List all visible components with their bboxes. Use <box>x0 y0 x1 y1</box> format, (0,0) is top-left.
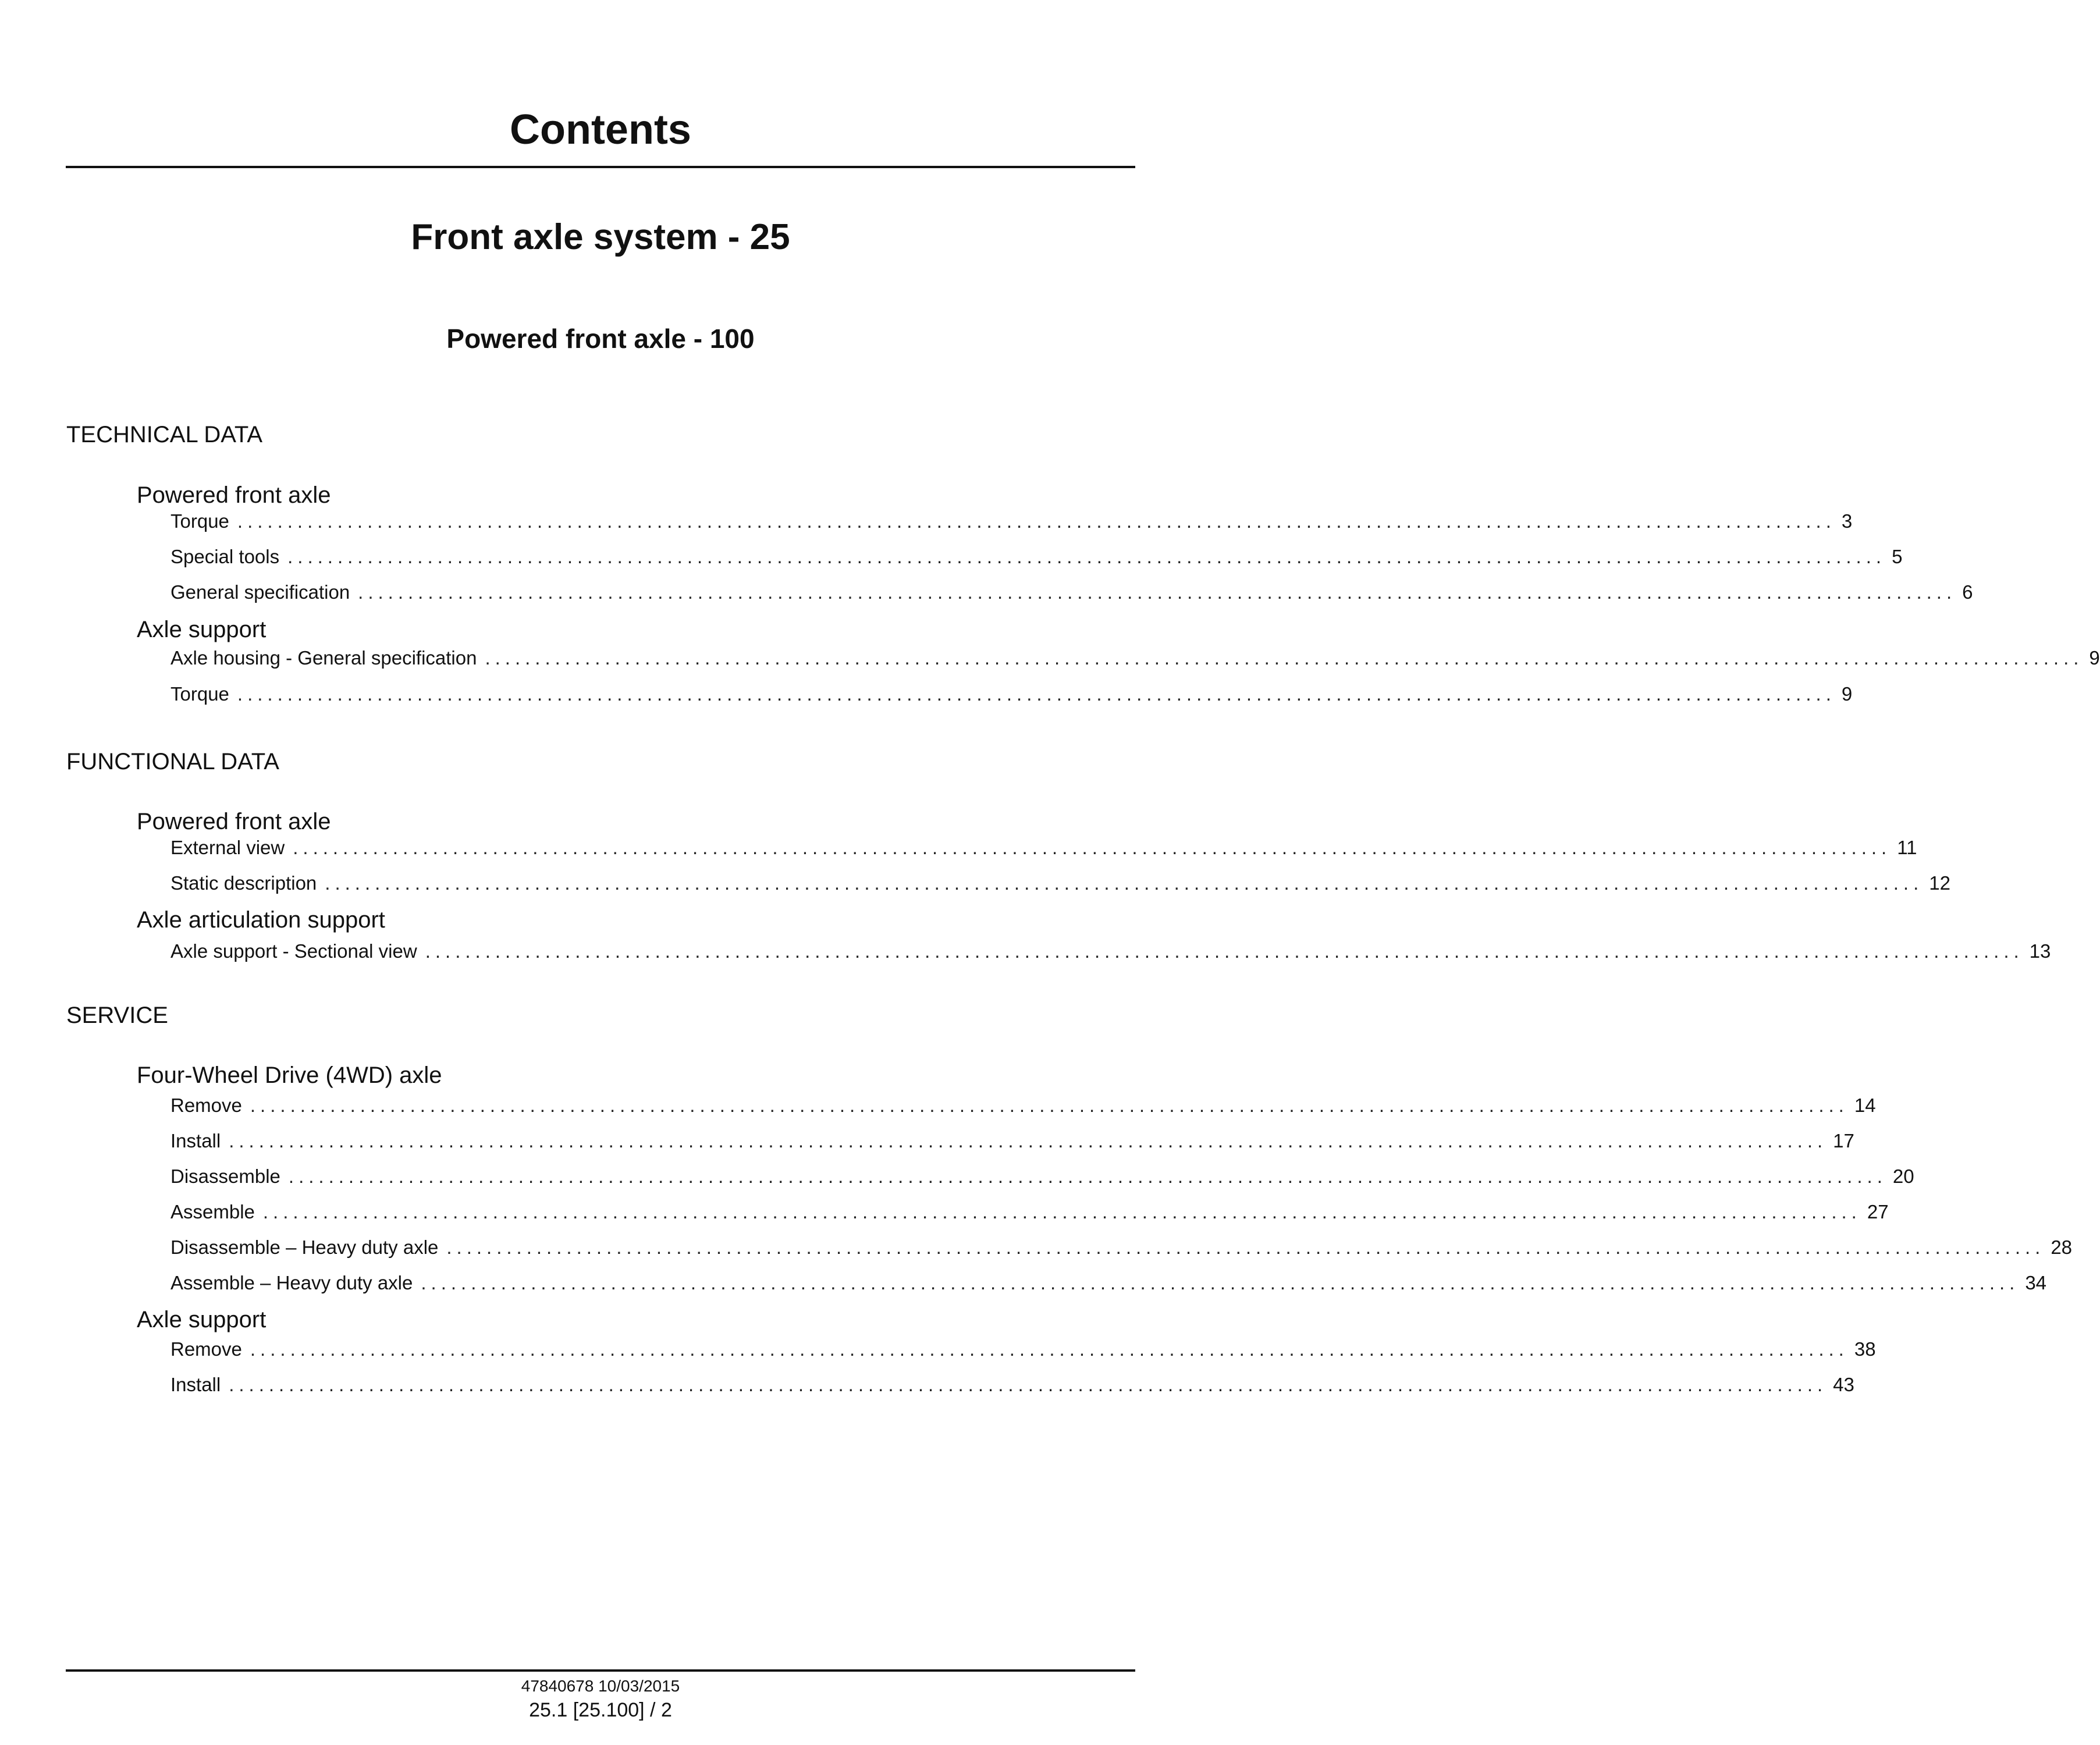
section-heading-service: SERVICE <box>66 1003 168 1028</box>
toc-entry[interactable] <box>170 939 2051 964</box>
entry-label: Torque <box>170 510 229 532</box>
toc-entry[interactable] <box>170 544 1903 570</box>
dot-leader: ................................................................................................................................................................ <box>237 683 1836 705</box>
footer-rule <box>66 1669 1135 1672</box>
entry-page: 27 <box>1867 1201 1889 1222</box>
dot-leader: ................................................................................................................................................................ <box>425 940 2024 962</box>
toc-entry[interactable] <box>170 1270 2047 1296</box>
toc-entry[interactable] <box>170 1199 1889 1225</box>
entry-label: Remove <box>170 1338 242 1360</box>
dot-leader: ................................................................................................................................................................ <box>485 647 2084 669</box>
dot-leader: ................................................................................................................................................................ <box>421 1272 2020 1293</box>
toc-entry[interactable] <box>170 1093 1876 1118</box>
entry-label: Remove <box>170 1094 242 1116</box>
entry-page: 9 <box>2089 647 2100 669</box>
entry-page: 13 <box>2029 940 2051 962</box>
footer-document-reference: 47840678 10/03/2015 <box>521 1677 680 1695</box>
section-heading-technical-data: TECHNICAL DATA <box>66 422 263 447</box>
entry-label: Axle housing - General specification <box>170 647 477 669</box>
toc-entry[interactable] <box>170 870 1950 896</box>
entry-label: Install <box>170 1130 221 1152</box>
entry-page: 17 <box>1833 1130 1854 1152</box>
dot-leader: ................................................................................................................................................................ <box>287 546 1886 567</box>
dot-leader: ................................................................................................................................................................ <box>325 872 1924 894</box>
entry-label: Install <box>170 1374 221 1395</box>
entry-page: 6 <box>1962 581 1973 603</box>
group-heading: Four-Wheel Drive (4WD) axle <box>137 1062 442 1088</box>
entry-page: 14 <box>1854 1094 1876 1116</box>
toc-entry[interactable] <box>170 835 1917 861</box>
entry-page: 12 <box>1929 872 1950 894</box>
entry-label: Disassemble – Heavy duty axle <box>170 1236 439 1258</box>
group-heading: Axle support <box>137 617 267 642</box>
entry-label: External view <box>170 837 285 858</box>
dot-leader: ................................................................................................................................................................ <box>262 1201 1861 1222</box>
dot-leader: ................................................................................................................................................................ <box>229 1374 1828 1395</box>
group-heading: Axle articulation support <box>137 907 385 933</box>
entry-page: 28 <box>2051 1236 2073 1258</box>
entry-label: Static description <box>170 872 317 894</box>
group-heading: Axle support <box>137 1307 267 1332</box>
toc-entry[interactable] <box>170 681 1853 707</box>
entry-page: 20 <box>1892 1165 1914 1187</box>
entry-page: 9 <box>1841 683 1853 705</box>
entry-page: 34 <box>2025 1272 2047 1293</box>
entry-page: 43 <box>1833 1374 1854 1395</box>
title-rule <box>66 166 1135 168</box>
group-heading: Powered front axle <box>137 482 331 508</box>
entry-label: Axle support - Sectional view <box>170 940 417 962</box>
entry-label: Disassemble <box>170 1165 280 1187</box>
entry-page: 38 <box>1854 1338 1876 1360</box>
section-heading-functional-data: FUNCTIONAL DATA <box>66 749 279 774</box>
system-title: Front axle system - 25 <box>411 217 790 257</box>
entry-page: 11 <box>1897 837 1917 858</box>
toc-entry[interactable] <box>170 1372 1854 1398</box>
dot-leader: ................................................................................................................................................................ <box>288 1165 1887 1187</box>
dot-leader: ................................................................................................................................................................ <box>446 1236 2045 1258</box>
toc-entry[interactable] <box>170 1128 1854 1154</box>
footer-page-reference: 25.1 [25.100] / 2 <box>529 1699 672 1721</box>
toc-entry[interactable] <box>170 509 1853 534</box>
module-title: Powered front axle - 100 <box>446 324 755 354</box>
toc-entry[interactable] <box>170 1337 1876 1362</box>
entry-page: 5 <box>1892 546 1903 567</box>
dot-leader: ................................................................................................................................................................ <box>237 510 1836 532</box>
toc-entry[interactable] <box>170 1235 2073 1260</box>
entry-label: Special tools <box>170 546 280 567</box>
dot-leader: ................................................................................................................................................................ <box>250 1094 1849 1116</box>
entry-page: 3 <box>1841 510 1853 532</box>
dot-leader: ................................................................................................................................................................ <box>358 581 1957 603</box>
group-heading: Powered front axle <box>137 809 331 834</box>
entry-label: General specification <box>170 581 350 603</box>
toc-entry[interactable] <box>170 645 2100 671</box>
toc-entry[interactable] <box>170 580 1973 605</box>
dot-leader: ................................................................................................................................................................ <box>229 1130 1828 1152</box>
page-title: Contents <box>510 106 691 153</box>
entry-label: Assemble <box>170 1201 255 1222</box>
entry-label: Assemble – Heavy duty axle <box>170 1272 413 1293</box>
toc-entry[interactable] <box>170 1164 1914 1189</box>
entry-label: Torque <box>170 683 229 705</box>
dot-leader: ................................................................................................................................................................ <box>250 1338 1849 1360</box>
dot-leader: ................................................................................................................................................................ <box>293 837 1892 858</box>
